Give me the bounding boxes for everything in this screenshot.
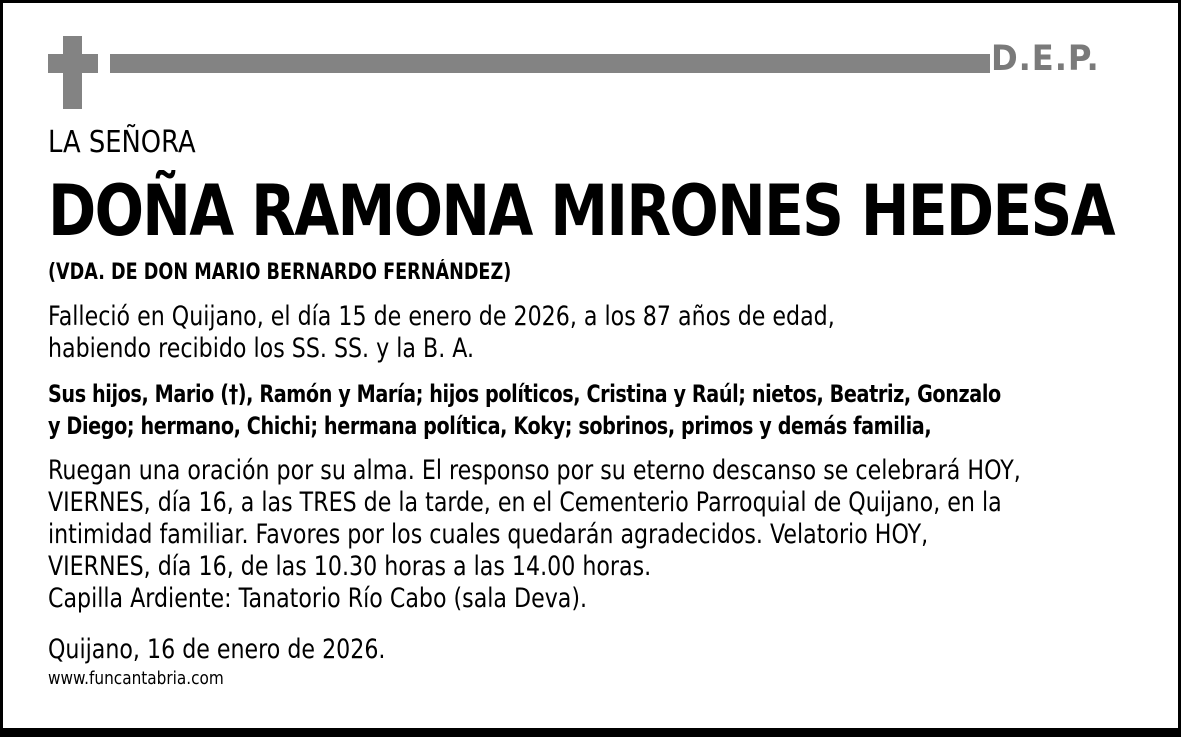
service-line: VIERNES, día 16, a las TRES de la tarde, en el Cementerio Parroquial de Quijano, en la [48, 487, 1002, 518]
family-line: Sus hijos, Mario (†), Ramón y María; hijos políticos, Cristina y Raúl; nietos, Beatriz, Gonzalo [48, 380, 1001, 408]
place-date: Quijano, 16 de enero de 2026. [48, 634, 386, 665]
death-line: habiendo recibido los SS. SS. y la B. A. [48, 333, 475, 364]
service-line: VIERNES, día 16, de las 10.30 horas a las 14.00 horas. [48, 551, 652, 582]
family-line: y Diego; hermano, Chichi; hermana política, Koky; sobrinos, primos y demás familia, [48, 412, 932, 440]
header-rule [110, 54, 990, 73]
title-prefix: LA SEÑORA [48, 125, 196, 160]
widow-of: (VDA. DE DON MARIO BERNARDO FERNÁNDEZ) [48, 260, 512, 285]
family-paragraph [48, 378, 1001, 442]
death-line: Falleció en Quijano, el día 15 de enero de 2026, a los 87 años de edad, [48, 301, 835, 332]
cross-icon-arm [48, 54, 98, 73]
website-link[interactable]: www.funcantabria.com [48, 668, 224, 689]
service-paragraph [48, 455, 1021, 615]
service-line: Capilla Ardiente: Tanatorio Río Cabo (sala Deva). [48, 583, 588, 614]
obituary-card [3, 3, 1178, 728]
deceased-name: DOÑA RAMONA MIRONES HEDESA [48, 170, 1114, 252]
death-paragraph [48, 301, 835, 365]
service-line: Ruegan una oración por su alma. El responso por su eterno descanso se celebrará HOY, [48, 455, 1021, 486]
service-line: intimidad familiar. Favores por los cuales quedarán agradecidos. Velatorio HOY, [48, 519, 929, 550]
dep-badge: D.E.P. [991, 39, 1100, 79]
